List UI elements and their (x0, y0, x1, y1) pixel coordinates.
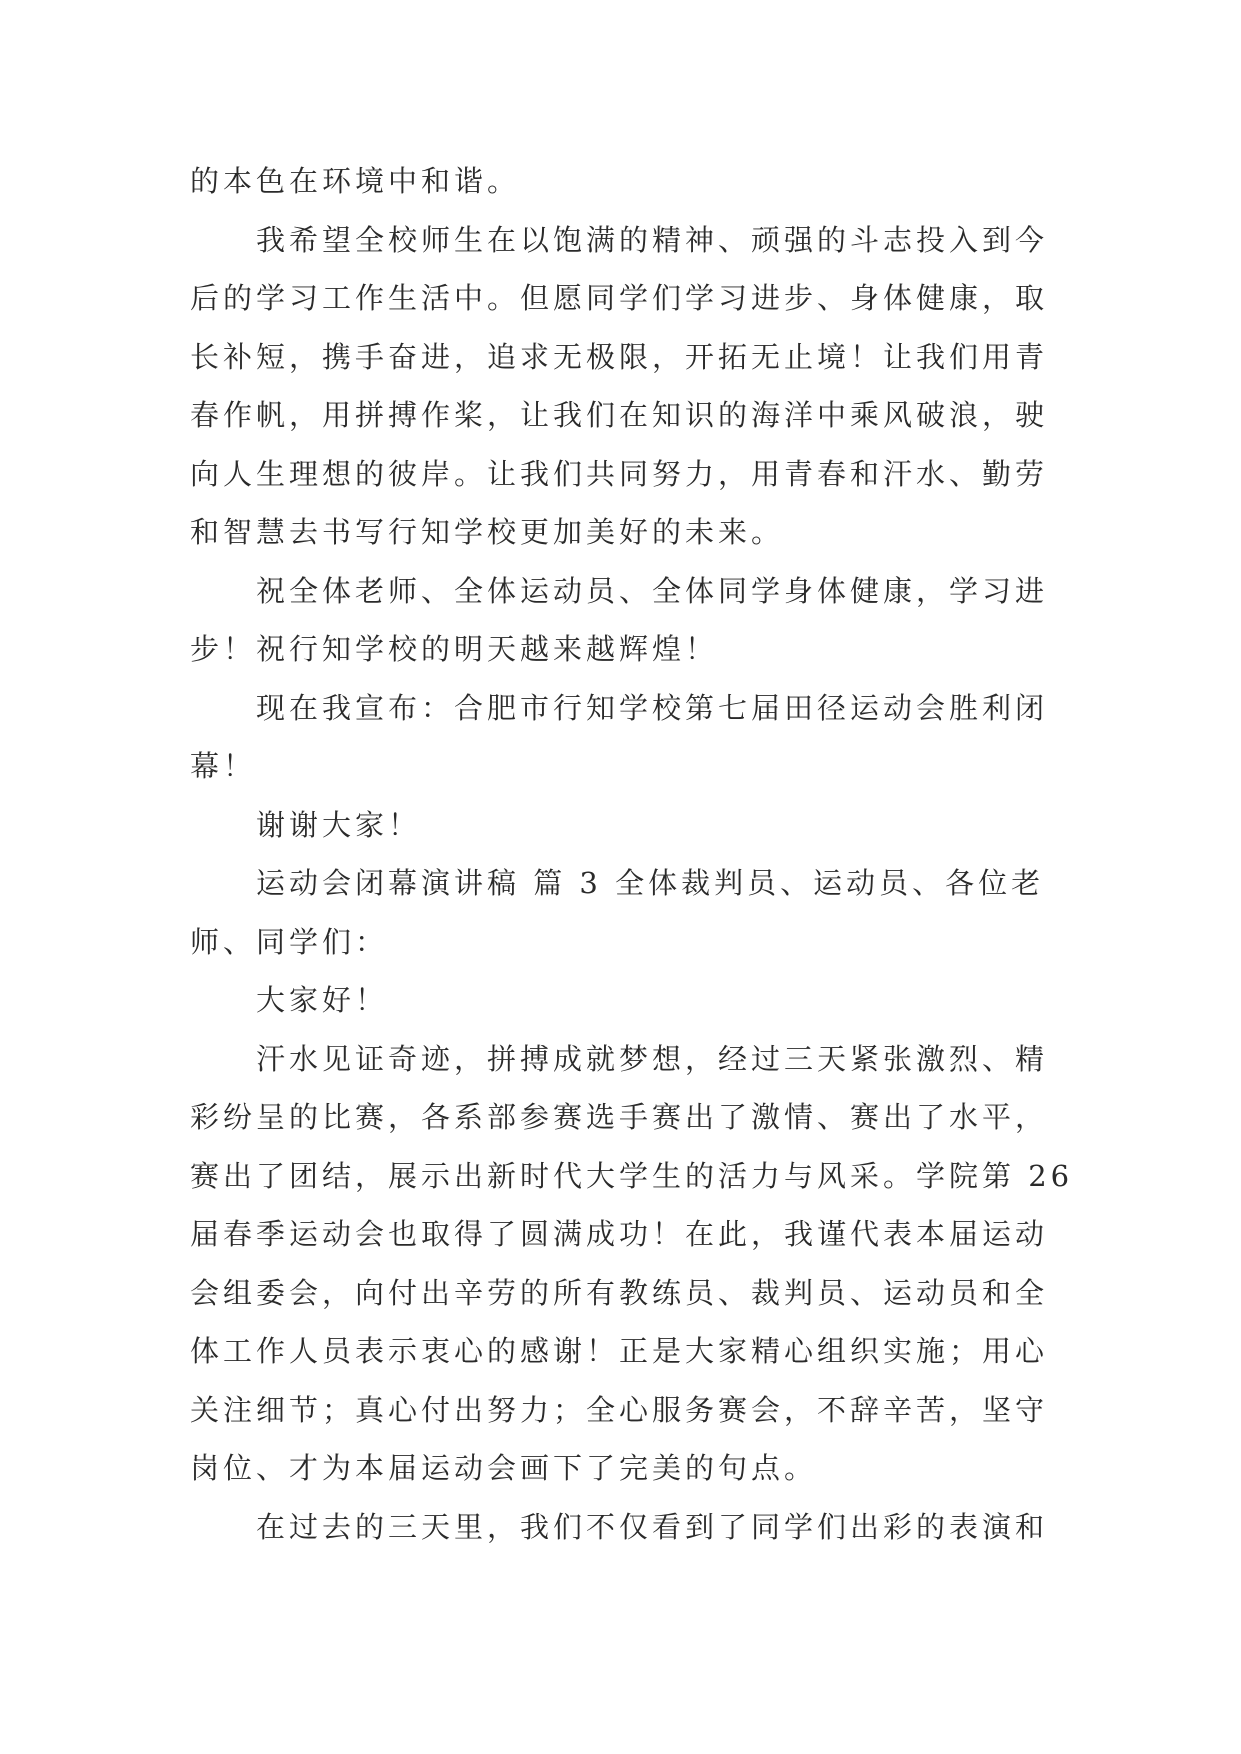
text-line: 谢谢大家！ (256, 807, 422, 842)
text-line: 大家好！ (256, 983, 389, 1017)
text-line: 步！祝行知学校的明天越来越辉煌！ (190, 632, 719, 666)
text-line: 现在我宣布：合肥市行知学校第七届田径运动会胜利闭 (256, 690, 1049, 725)
text-line: 后的学习工作生活中。但愿同学们学习进步、身体健康，取 (190, 281, 1049, 315)
section-heading-line: 运动会闭幕演讲稿 篇 3 全体裁判员、运动员、各位老 (256, 866, 1045, 900)
text-line: 师、同学们： (190, 924, 389, 959)
text-line: 彩纷呈的比赛，各系部参赛选手赛出了激情、赛出了水平， (190, 1100, 1049, 1134)
text-line: 我希望全校师生在以饱满的精神、顽强的斗志投入到今 (256, 222, 1049, 257)
text-line: 长补短，携手奋进，追求无极限，开拓无止境！让我们用青 (190, 339, 1049, 374)
document-body (190, 152, 1074, 1556)
text-line: 祝全体老师、全体运动员、全体同学身体健康，学习进 (256, 573, 1049, 608)
text-line: 赛出了团结，展示出新时代大学生的活力与风采。学院第 26 (190, 1158, 1074, 1193)
text-line: 的本色在环境中和谐。 (190, 164, 521, 198)
text-line: 会组委会，向付出辛劳的所有教练员、裁判员、运动员和全 (190, 1275, 1049, 1310)
text-line: 岗位、才为本届运动会画下了完美的句点。 (190, 1451, 818, 1485)
text-line: 和智慧去书写行知学校更加美好的未来。 (190, 515, 785, 549)
text-line: 关注细节；真心付出努力；全心服务赛会，不辞辛苦，坚守 (190, 1392, 1049, 1427)
text-line: 向人生理想的彼岸。让我们共同努力，用青春和汗水、勤劳 (190, 456, 1049, 491)
text-line: 春作帆，用拼搏作桨，让我们在知识的海洋中乘风破浪，驶 (190, 398, 1049, 432)
text-line: 汗水见证奇迹，拼搏成就梦想，经过三天紧张激烈、精 (256, 1041, 1049, 1076)
text-line: 幕！ (190, 749, 257, 783)
text-line: 体工作人员表示衷心的感谢！正是大家精心组织实施；用心 (190, 1334, 1049, 1368)
text-line: 在过去的三天里，我们不仅看到了同学们出彩的表演和 (256, 1509, 1049, 1544)
text-line: 届春季运动会也取得了圆满成功！在此，我谨代表本届运动 (190, 1217, 1049, 1251)
